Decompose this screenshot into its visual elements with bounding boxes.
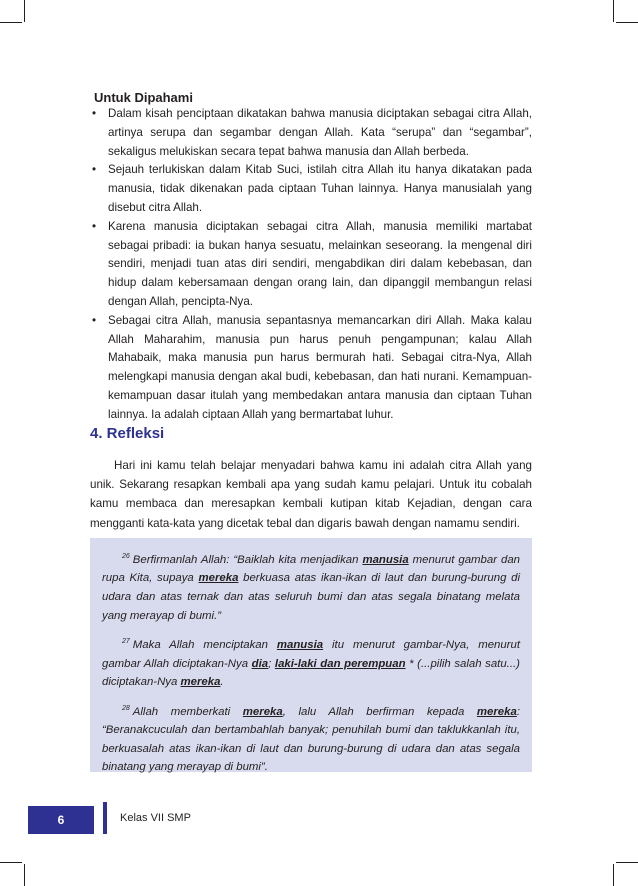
verse-28: $^{28}$ Allah memberkati mereka, lalu Allah berfirman kepada mereka: “Beranakcuculah dan bertambahlah banyak; penuhilah bumi dan taklukkanlah itu, berkuasalah atas ikan-ikan di laut dan burung-burung di udara dan atas segala binatang yang merayap di bumi”. [102, 704, 520, 774]
crop-mark [24, 864, 25, 886]
reflection-heading: 4. Refleksi [90, 425, 165, 442]
crop-mark [616, 862, 638, 863]
replaceable-word: mereka [476, 705, 517, 718]
verse-26: $^{26}$ Berfirmanlah Allah: “Baiklah kita menjadikan manusia menurut gambar dan rupa Kita, supaya mereka berkuasa atas ikan-ikan di laut dan burung-burung di udara dan atas ternak dan atas seluruh bumi dan atas segala binatang melata yang merayap di bumi.” [102, 553, 520, 622]
footer-divider [103, 802, 107, 834]
crop-mark [613, 864, 614, 886]
bullet-item: • Karena manusia diciptakan sebagai citra Allah, manusia memiliki martabat sebagai pribadi: ia bukan hanya sesuatu, melainkan seseorang. Ia mengenal diri sendiri, menjadi tuan atas diri sendiri, mengabdikan diri dalam kebebasan, dan hidup dalam kebersamaan dengan orang lain, dan dipanggil membangun relasi dengan Allah, pencipta-Nya. [92, 219, 532, 308]
crop-mark [0, 22, 22, 23]
replaceable-word: mereka [242, 705, 283, 718]
bullet-item: • Dalam kisah penciptaan dikatakan bahwa manusia diciptakan sebagai citra Allah, artinya serupa dan segambar dengan Allah. Kata “serupa” dan “segambar”, sekaligus melukiskan secara tepat bahwa manusia dan Allah berbeda. [92, 107, 532, 158]
replaceable-word: laki-laki dan perempuan [274, 657, 406, 670]
verse-number: 26 [122, 553, 130, 560]
bullet-item: • Sebagai citra Allah, manusia sepantasnya memancarkan diri Allah. Maka kalau Allah Maharahim, manusia pun harus penuh pengampunan; kalau Allah Mahabaik, maka manusia pun harus bermurah hati. Sebagai citra-Nya, Allah melengkapi manusia dengan akal budi, kebebasan, dan hati nurani. Kemampuan-kemampuan dasar itulah yang membedakan antara manusia dan ciptaan Tuhan lainnya. Ia adalah ciptaan Allah yang bermartabat luhur. [92, 313, 532, 421]
crop-mark [616, 22, 638, 23]
book-title: Kelas VII SMP [120, 812, 191, 824]
bullet-dot-icon: • [92, 163, 97, 177]
replaceable-word: manusia [276, 638, 324, 651]
crop-mark [613, 0, 614, 22]
replaceable-word: mereka [180, 676, 221, 689]
reflection-intro: Hari ini kamu telah belajar menyadari bahwa kamu ini adalah citra Allah yang unik. Sekarang resapkan kembali apa yang sudah kamu pelajari. Untuk itu cobalah kamu membaca dan meresapkan kembali kutipan kitab Kejadian, dengan cara mengganti kata-kata yang dicetak tebal dan digaris bawah dengan namamu sendiri. [90, 459, 532, 530]
replaceable-word: manusia [362, 553, 409, 566]
bullet-item: • Sejauh terlukiskan dalam Kitab Suci, istilah citra Allah itu hanya dikatakan pada manusia, tidak dikenakan pada ciptaan Tuhan lainnya. Hanya manusialah yang disebut citra Allah. [92, 163, 532, 214]
bullet-list [90, 105, 532, 425]
bullet-dot-icon: • [92, 219, 97, 233]
crop-mark [0, 862, 22, 863]
replaceable-word: dia [251, 657, 269, 670]
scripture-quote-box [90, 538, 532, 772]
replaceable-word: mereka [198, 572, 239, 585]
bullet-dot-icon: • [92, 313, 97, 327]
crop-mark [24, 0, 25, 22]
verse-number: 28 [122, 704, 130, 712]
verse-number: 27 [122, 638, 130, 646]
bullet-dot-icon: • [92, 107, 97, 120]
page-number: 6 [28, 806, 94, 834]
section-title: Untuk Dipahami [94, 90, 193, 105]
verse-27: $^{27}$ Maka Allah menciptakan manusia itu menurut gambar-Nya, menurut gambar Allah diciptakan-Nya dia; laki-laki dan perempuan * (...pilih salah satu...) diciptakan-Nya mereka. [102, 638, 520, 689]
